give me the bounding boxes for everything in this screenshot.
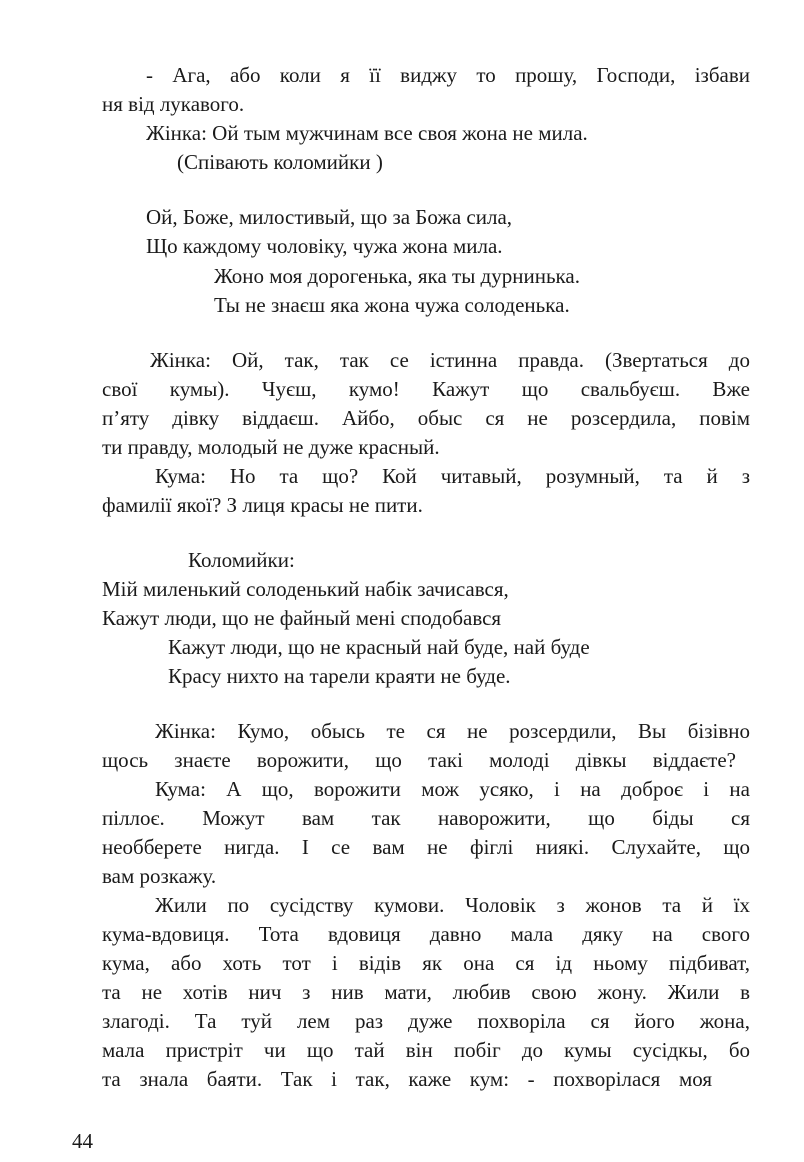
text-line: щось знаєте ворожити, що такі молоді дівкы віддаєте?: [102, 748, 736, 772]
text-line: Жили по сусідству кумови. Чоловік з жонов та й їх: [155, 893, 750, 917]
text-line: фамилії якої? З лиця красы не пити.: [102, 493, 423, 517]
text-line: ти правду, молодый не дуже красный.: [102, 435, 440, 459]
verse-line: Красу нихто на тарели краяти не буде.: [168, 664, 511, 688]
verse-line: Кажут люди, що не красный най буде, най буде: [168, 635, 590, 659]
text-line: необберете нигда. І се вам не фіглі ниякі. Слухайте, що: [102, 835, 750, 859]
text-line: свої кумы). Чуєш, кумо! Кажут що свальбуєш. Вже: [102, 377, 750, 401]
text-line: (Співають коломийки ): [177, 150, 383, 174]
text-line: п’яту дівку віддаєш. Айбо, обыс ся не розсердила, повім: [102, 406, 750, 430]
text-line: ня від лукавого.: [102, 92, 245, 116]
text-line: Кума: А що, ворожити мож усяко, і на доброє і на: [155, 777, 750, 801]
text-line: та знала баяти. Так і так, каже кум: - похворілася моя: [102, 1067, 712, 1091]
page-number: 44: [72, 1129, 93, 1153]
text-line: Жінка: Ой, так, так се істинна правда. (Звертаться до: [150, 348, 750, 372]
text-line: піллоє. Можут вам так наворожити, що біды ся: [102, 806, 750, 830]
text-line: Жінка: Кумо, обысь те ся не розсердили, Вы бізівно: [155, 719, 750, 743]
verse-line: Мій миленький солоденький набік зачисався,: [102, 577, 509, 601]
verse-heading: Коломийки:: [188, 548, 295, 572]
text-line: Кума: Но та що? Кой читавый, розумный, та й з: [155, 464, 750, 488]
text-line: - Ага, або коли я її виджу то прошу, Господи, ізбави: [146, 63, 750, 87]
verse-line: Жоно моя дорогенька, яка ты дурнинька.: [214, 264, 580, 288]
verse-line: Що каждому чоловіку, чужа жона мила.: [146, 234, 503, 258]
verse-line: Ой, Боже, милостивый, що за Божа сила,: [146, 205, 513, 229]
text-line: Жінка: Ой тым мужчинам все своя жона не мила.: [146, 121, 588, 145]
text-line: мала пристріт чи що тай він побіг до кумы сусідкы, бо: [102, 1038, 750, 1062]
verse-line: Кажут люди, що не файный мені сподобався: [102, 606, 502, 630]
text-line: кума-вдовиця. Тота вдовиця давно мала дяку на свого: [102, 922, 750, 946]
text-line: злагоді. Та туй лем раз дуже похворіла ся його жона,: [102, 1009, 750, 1033]
text-line: кума, або хоть тот і відів як она ся ід ньому підбиват,: [102, 951, 750, 975]
text-line: вам розкажу.: [102, 864, 217, 888]
text-line: та не хотів нич з нив мати, любив свою жону. Жили в: [102, 980, 750, 1004]
verse-line: Ты не знаєш яка жона чужа солоденька.: [214, 293, 570, 317]
